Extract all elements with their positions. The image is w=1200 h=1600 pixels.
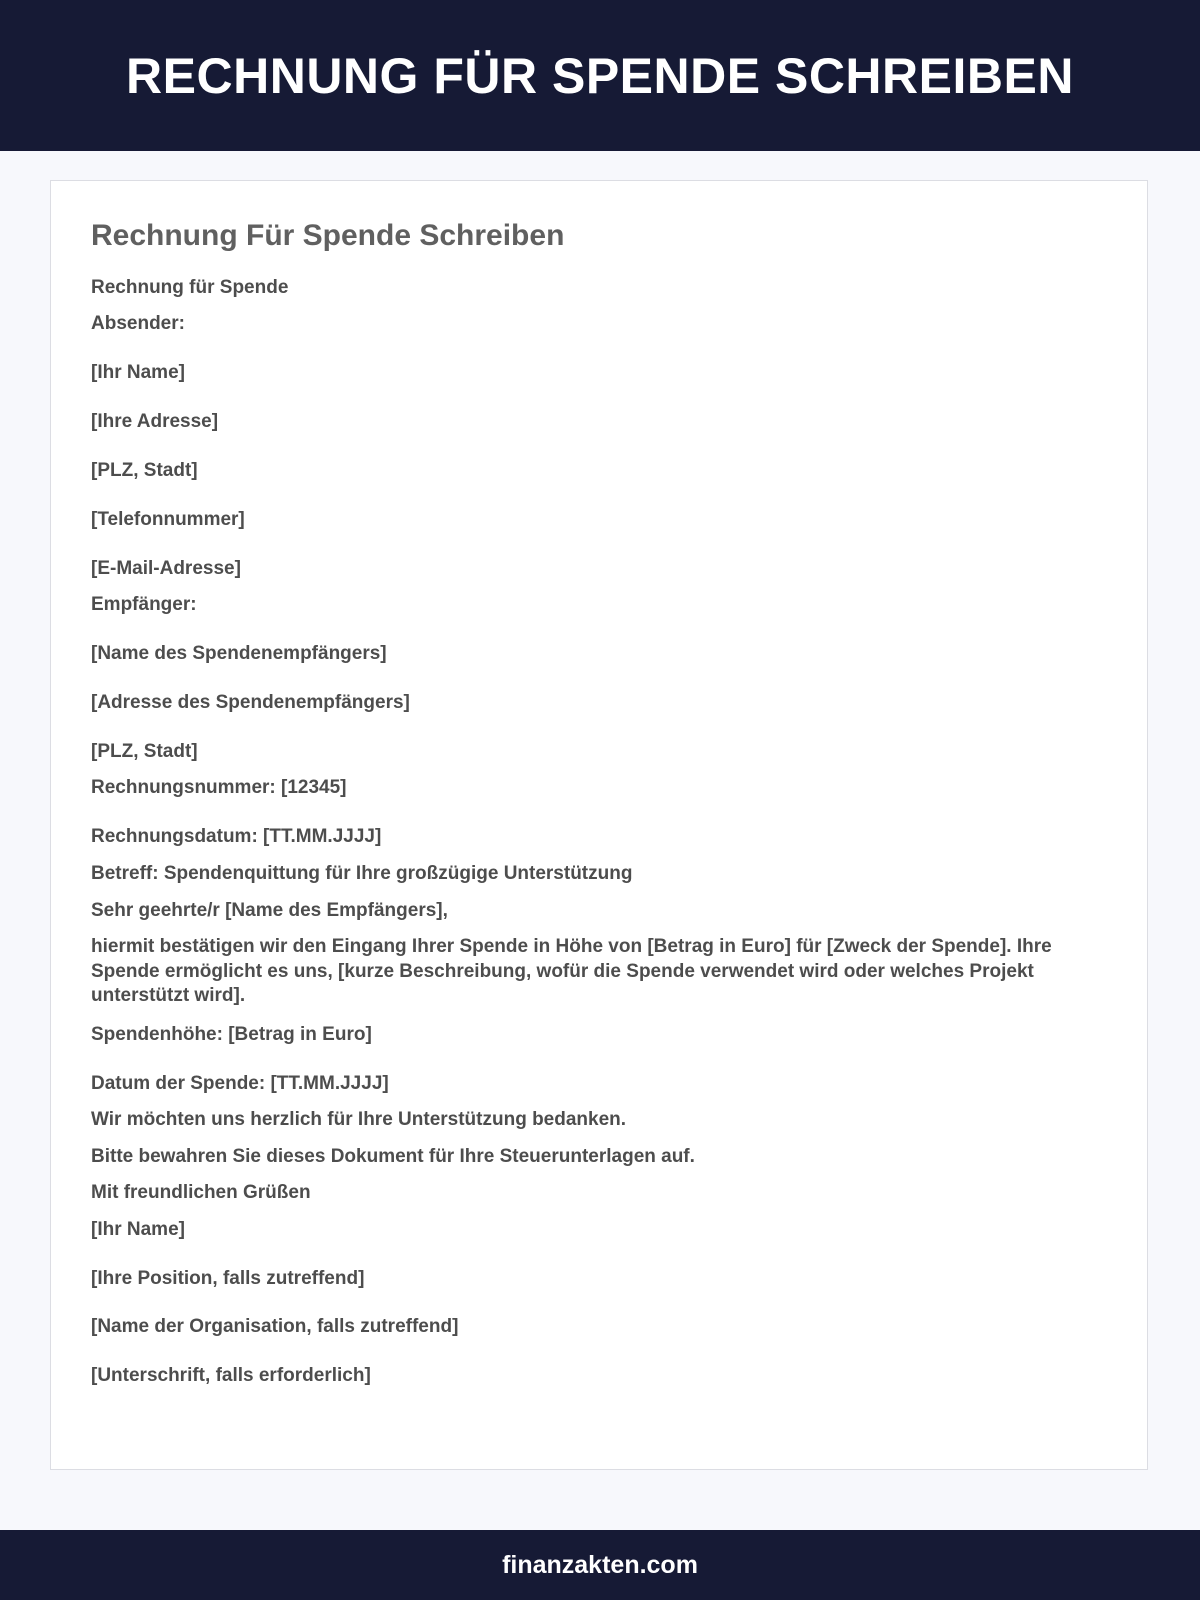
keep-note: Bitte bewahren Sie dieses Dokument für Ihre Steuerunterlagen auf.	[91, 1146, 695, 1167]
donation-amount: Spendenhöhe: [Betrag in Euro]	[91, 1024, 372, 1045]
recipient-name: [Name des Spendenempfängers]	[91, 643, 387, 664]
signature-sign: [Unterschrift, falls erforderlich]	[91, 1365, 371, 1386]
donation-date: Datum der Spende: [TT.MM.JJJJ]	[91, 1073, 389, 1094]
sender-label: Absender:	[91, 313, 185, 334]
body-paragraph: hiermit bestätigen wir den Eingang Ihrer Spende in Höhe von [Betrag in Euro] für [Zweck der Spende]. Ihre Spende ermöglicht es uns, [kurze Beschreibung, wofür die Spende verwendet wird oder welches Projekt unterstützt wird].	[91, 936, 1052, 1006]
subject-line: Betreff: Spendenquittung für Ihre großzügige Unterstützung	[91, 863, 633, 884]
sender-address: [Ihre Adresse]	[91, 411, 219, 432]
intro-line: Rechnung für Spende	[91, 277, 289, 298]
signature-organization: [Name der Organisation, falls zutreffend]	[91, 1316, 459, 1337]
sender-name: [Ihr Name]	[91, 362, 185, 383]
recipient-city: [PLZ, Stadt]	[91, 741, 198, 762]
invoice-date: Rechnungsdatum: [TT.MM.JJJJ]	[91, 826, 382, 847]
footer-site-link[interactable]: finanzakten.com	[502, 1550, 698, 1579]
salutation: Sehr geehrte/r [Name des Empfängers],	[91, 900, 448, 921]
document-heading: Rechnung Für Spende Schreiben	[91, 219, 565, 252]
sender-email: [E-Mail-Adresse]	[91, 558, 241, 579]
thanks-line: Wir möchten uns herzlich für Ihre Unterstützung bedanken.	[91, 1109, 627, 1130]
recipient-address: [Adresse des Spendenempfängers]	[91, 692, 410, 713]
closing-line: Mit freundlichen Grüßen	[91, 1182, 311, 1203]
header-title: RECHNUNG FÜR SPENDE SCHREIBEN	[126, 47, 1074, 104]
page-footer	[0, 1530, 1200, 1600]
page-header	[0, 0, 1200, 151]
signature-position: [Ihre Position, falls zutreffend]	[91, 1268, 365, 1289]
sender-city: [PLZ, Stadt]	[91, 460, 198, 481]
recipient-label: Empfänger:	[91, 594, 197, 615]
signature-name: [Ihr Name]	[91, 1219, 185, 1240]
sender-phone: [Telefonnummer]	[91, 509, 245, 530]
document-card	[50, 180, 1148, 1470]
invoice-number: Rechnungsnummer: [12345]	[91, 777, 347, 798]
